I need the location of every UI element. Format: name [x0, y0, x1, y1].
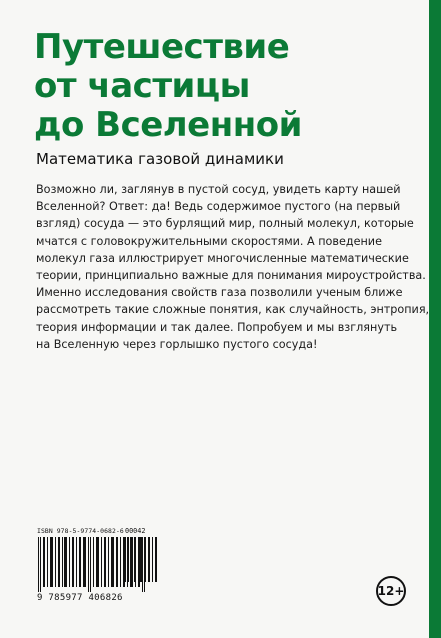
- description-line: взгляд) сосуда — это бурлящий мир, полный молекул, которые: [36, 217, 414, 231]
- description-line: Вселенной? Ответ: да! Ведь содержимое пустого (на первый: [36, 200, 401, 214]
- addon-barcode-icon: [125, 537, 159, 582]
- title-line-3: до Вселенной: [34, 105, 302, 145]
- spine-stripe: [429, 0, 441, 638]
- addon-code: 00042: [125, 527, 146, 535]
- isbn-number: ISBN 978-5-9774-0682-6: [37, 527, 124, 535]
- description-paragraph: [36, 181, 430, 353]
- title-line-2: от частицы: [34, 66, 250, 106]
- description-line: Возможно ли, заглянув в пустой сосуд, увидеть карту нашей: [36, 183, 401, 196]
- book-subtitle: Математика газовой динамики: [36, 150, 284, 168]
- description-line: рассмотреть такие сложные понятия, как случайность, энтропия,: [36, 303, 430, 317]
- book-title: [34, 28, 414, 145]
- description-line: на Вселенную через горлышко пустого сосуда!: [36, 337, 318, 351]
- age-rating-badge: 12+: [376, 576, 406, 606]
- description-line: Именно исследования свойств газа позволили ученым ближе: [36, 286, 403, 300]
- description-line: теория информации и так далее. Попробуем и мы взглянуть: [36, 320, 398, 334]
- addon-barcode: [125, 527, 161, 582]
- description-line: теории, принципиально важные для понимания мироустройства.: [36, 269, 426, 283]
- barcode-digits: 9 785977 406826: [37, 593, 123, 603]
- description-line: мчатся с головокружительными скоростями. А поведение: [36, 234, 382, 248]
- description-line: молекул газа иллюстрирует многочисленные математические: [36, 251, 409, 265]
- title-line-1: Путешествие: [34, 27, 290, 67]
